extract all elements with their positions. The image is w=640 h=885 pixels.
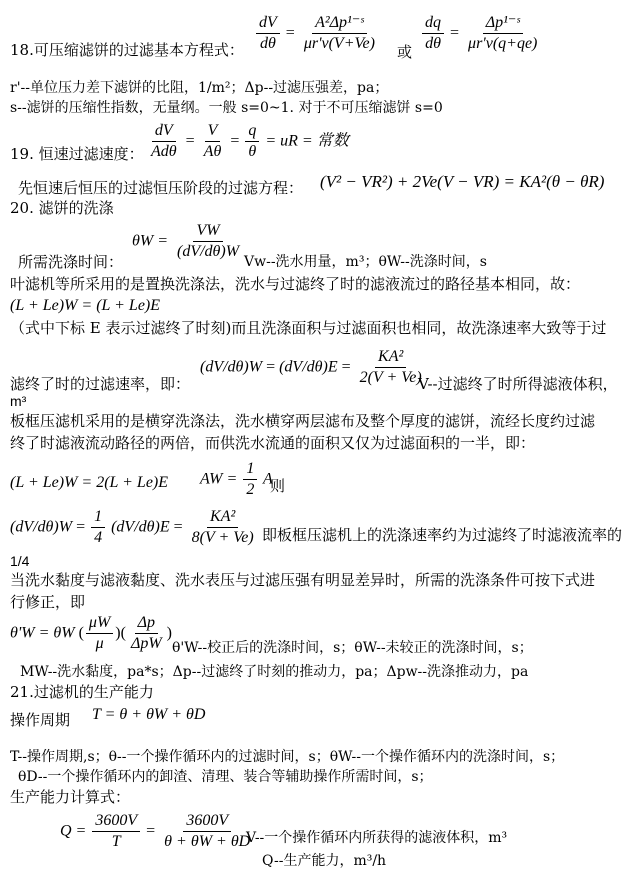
plate-rate-den: 8(V + Ve) bbox=[191, 529, 254, 547]
or-word: 或 bbox=[397, 43, 413, 61]
plate-equation-2-suffix: 则 bbox=[270, 477, 286, 495]
item19-stage-label: 先恒速后恒压的过滤恒压阶段的过滤方程： bbox=[18, 179, 304, 197]
leaf-rate-den: 2(V + Ve) bbox=[359, 369, 422, 387]
wash-time-label: 所需洗涤时间： bbox=[18, 253, 124, 271]
plate-rate-fraction: 1/4 bbox=[10, 553, 30, 569]
viscosity-para-1: 当洗水黏度与滤液黏度、洗水表压与过滤压强有明显差异时，所需的洗涤条件可按下式进 bbox=[10, 571, 596, 589]
plate-rate-b: (dV/dθ)E bbox=[111, 518, 170, 536]
plate-eq2-den: 2 bbox=[246, 481, 255, 499]
leaf-equation: (L + Le)W = (L + Le)E bbox=[10, 297, 161, 314]
plate-para-2: 终了时滤液流动路径的两倍，而供洗水流通的面积又仅为过滤面积的一半，即： bbox=[10, 434, 536, 452]
eq1-rhs-den: μr'v(V+Ve) bbox=[303, 35, 375, 53]
plate-rate-equation: (dV/dθ)W = $\frac{1}{4}$ (dV/dθ)E = $\frac{\text{KA²}}{8(V + Ve)}$ bbox=[10, 508, 259, 548]
leaf-rate-equation: (dV/dθ)W = (dV/dθ)E = $\frac{\text{KA²}}{2(V + Ve)}$ bbox=[200, 348, 427, 388]
item19-label: 19. 恒速过滤速度： bbox=[10, 145, 144, 163]
item18-note-1: r'--单位压力差下滤饼的比阻，1/m²；Δp--过滤压强差，pa； bbox=[10, 80, 389, 96]
wash-time-equation bbox=[132, 222, 244, 262]
cycle-equation: T = θ + θW + θD bbox=[92, 706, 206, 723]
wash-lhs: θW = bbox=[132, 232, 168, 250]
f3-num: q bbox=[245, 122, 259, 142]
cycle-note-2: θD--一个操作循环内的卸渣、清理、装合等辅助操作所需时间，s； bbox=[18, 769, 433, 785]
eq1-lhs-num: dV bbox=[256, 14, 280, 34]
leaf-para: 叶滤机等所采用的是置换洗涤法，洗水与过滤终了时的滤液流过的路径基本相同，故： bbox=[10, 275, 581, 293]
corr-f2-num: Δp bbox=[135, 614, 158, 634]
f2-num: V bbox=[205, 122, 221, 142]
capacity-f2-den: θ + θW + θD bbox=[164, 833, 251, 851]
eq1-lhs-den: dθ bbox=[259, 35, 276, 53]
eq2-lhs-num: dq bbox=[422, 14, 444, 34]
capacity-note-2: Q--生产能力，m³/h bbox=[262, 853, 387, 869]
plate-eq2-tail: A bbox=[263, 470, 273, 488]
capacity-note-1: V--一个操作循环内所获得的滤液体积，m³ bbox=[246, 830, 508, 846]
capacity-f1-den: T bbox=[111, 833, 121, 851]
f1-den: Adθ bbox=[151, 143, 177, 161]
corr-f1-num: μW bbox=[86, 614, 113, 634]
item20-label: 20. 滤饼的洗涤 bbox=[10, 199, 114, 217]
plate-rate-note: 即板框压滤机上的洗涤速率约为过滤终了时滤液流率的 bbox=[262, 526, 623, 544]
leaf-rate-num: KA² bbox=[375, 348, 406, 368]
item21-label: 21.过滤机的生产能力 bbox=[10, 683, 154, 701]
correction-note-1: θ'W--校正后的洗涤时间，s；θW--未较正的洗涤时间，s； bbox=[172, 640, 533, 656]
eq-tail: = uR = 常数 bbox=[265, 132, 349, 150]
capacity-lhs: Q = bbox=[60, 822, 87, 840]
leaf-para-3: 滤终了时的过滤速率，即： bbox=[10, 375, 191, 393]
wash-den: (dV/dθ)W bbox=[176, 243, 240, 261]
cycle-label: 操作周期 bbox=[10, 711, 71, 729]
f1-num: dV bbox=[152, 122, 176, 142]
cycle-note-1: T--操作周期,s；θ--一个操作循环内的过滤时间，s；θW--一个操作循环内的洗涤时间，s； bbox=[10, 749, 565, 765]
item19-equation: $\frac{dV}{\text{Adθ}}$ = $\frac{V}{A\theta}$ = $\frac{q}{\theta}$ = uR = 常数 bbox=[146, 122, 349, 162]
wash-num: VW bbox=[193, 222, 222, 242]
viscosity-para-2: 行修正，即 bbox=[10, 593, 86, 611]
f2-den: Aθ bbox=[203, 143, 222, 161]
item18-note-2: s--滤饼的压缩性指数，无量纲。一般 s=0~1. 对于不可压缩滤饼 s=0 bbox=[10, 100, 443, 116]
correction-equation: θ'W = θW ( $\frac{\mu W}{\mu}$ )( $\frac{\Delta p}{\text{ΔpW}}$ ) bbox=[10, 614, 172, 653]
leaf-rate-b: (dV/dθ)E bbox=[279, 358, 338, 376]
capacity-equation: Q = $\frac{3600V}{T}$ = $\frac{3600V}{\theta + \theta W + \theta D}$ bbox=[60, 812, 255, 852]
item19-stage-equation: (V² − VR²) + 2Ve(V − VR) = KA²(θ − θR) bbox=[320, 172, 605, 191]
plate-rate-k-num: 1 bbox=[91, 508, 105, 528]
eq2-rhs-num: Δp¹⁻ˢ bbox=[483, 14, 523, 34]
wash-time-note: Vw--洗水用量，m³；θW--洗涤时间，s bbox=[244, 254, 487, 270]
plate-rate-a: (dV/dθ)W bbox=[10, 518, 73, 536]
item18-label: 18.可压缩滤饼的过滤基本方程式： bbox=[10, 41, 244, 59]
corr-f2-den: ΔpW bbox=[130, 635, 162, 653]
plate-rate-k-den: 4 bbox=[94, 529, 103, 547]
item18-equation-1: $\frac{dV}{d\theta}$ = $\frac{\text{A²Δp¹⁻ˢ}}{\mu r'v(V+Ve)}$ bbox=[254, 14, 380, 54]
plate-equation-1: (L + Le)W = 2(L + Le)E bbox=[10, 474, 169, 491]
leaf-para-2: （式中下标 E 表示过滤终了时刻)而且洗涤面积与过滤面积也相同，故洗涤速率大致等于过 bbox=[10, 319, 607, 337]
f3-den: θ bbox=[248, 143, 257, 161]
corr-lhs: θ'W = θW bbox=[10, 624, 75, 642]
plate-eq2-lhs: AW = bbox=[200, 470, 238, 488]
item18-equation-2: $\frac{dq}{d\theta}$ = $\frac{\text{Δp¹⁻ˢ}}{\mu r'v(q+qe)}$ bbox=[420, 14, 542, 54]
eq2-lhs-den: dθ bbox=[425, 35, 441, 53]
plate-para-1: 板框压滤机采用的是横穿洗涤法，洗水横穿两层滤布及整个厚度的滤饼，流经长度约过滤 bbox=[10, 412, 596, 430]
leaf-rate-unit: m³ bbox=[10, 393, 27, 409]
leaf-rate-note: V--过滤终了时所得滤液体积， bbox=[418, 375, 618, 393]
eq1-rhs-num: A²Δp¹⁻ˢ bbox=[312, 14, 367, 34]
plate-rate-num: KA² bbox=[207, 508, 238, 528]
leaf-rate-a: (dV/dθ)W bbox=[200, 358, 263, 376]
corr-f1-den: μ bbox=[95, 635, 104, 653]
capacity-label: 生产能力计算式： bbox=[10, 788, 131, 806]
capacity-f2-num: 3600V bbox=[183, 812, 231, 832]
eq2-rhs-den: μr'v(q+qe) bbox=[468, 35, 538, 53]
correction-note-2: MW--洗水黏度，pa*s；Δp--过滤终了时刻的推动力，pa；Δpw--洗涤推动力，pa bbox=[20, 664, 529, 680]
plate-eq2-num: 1 bbox=[243, 460, 257, 480]
plate-equation-2 bbox=[200, 460, 273, 500]
capacity-f1-num: 3600V bbox=[92, 812, 140, 832]
